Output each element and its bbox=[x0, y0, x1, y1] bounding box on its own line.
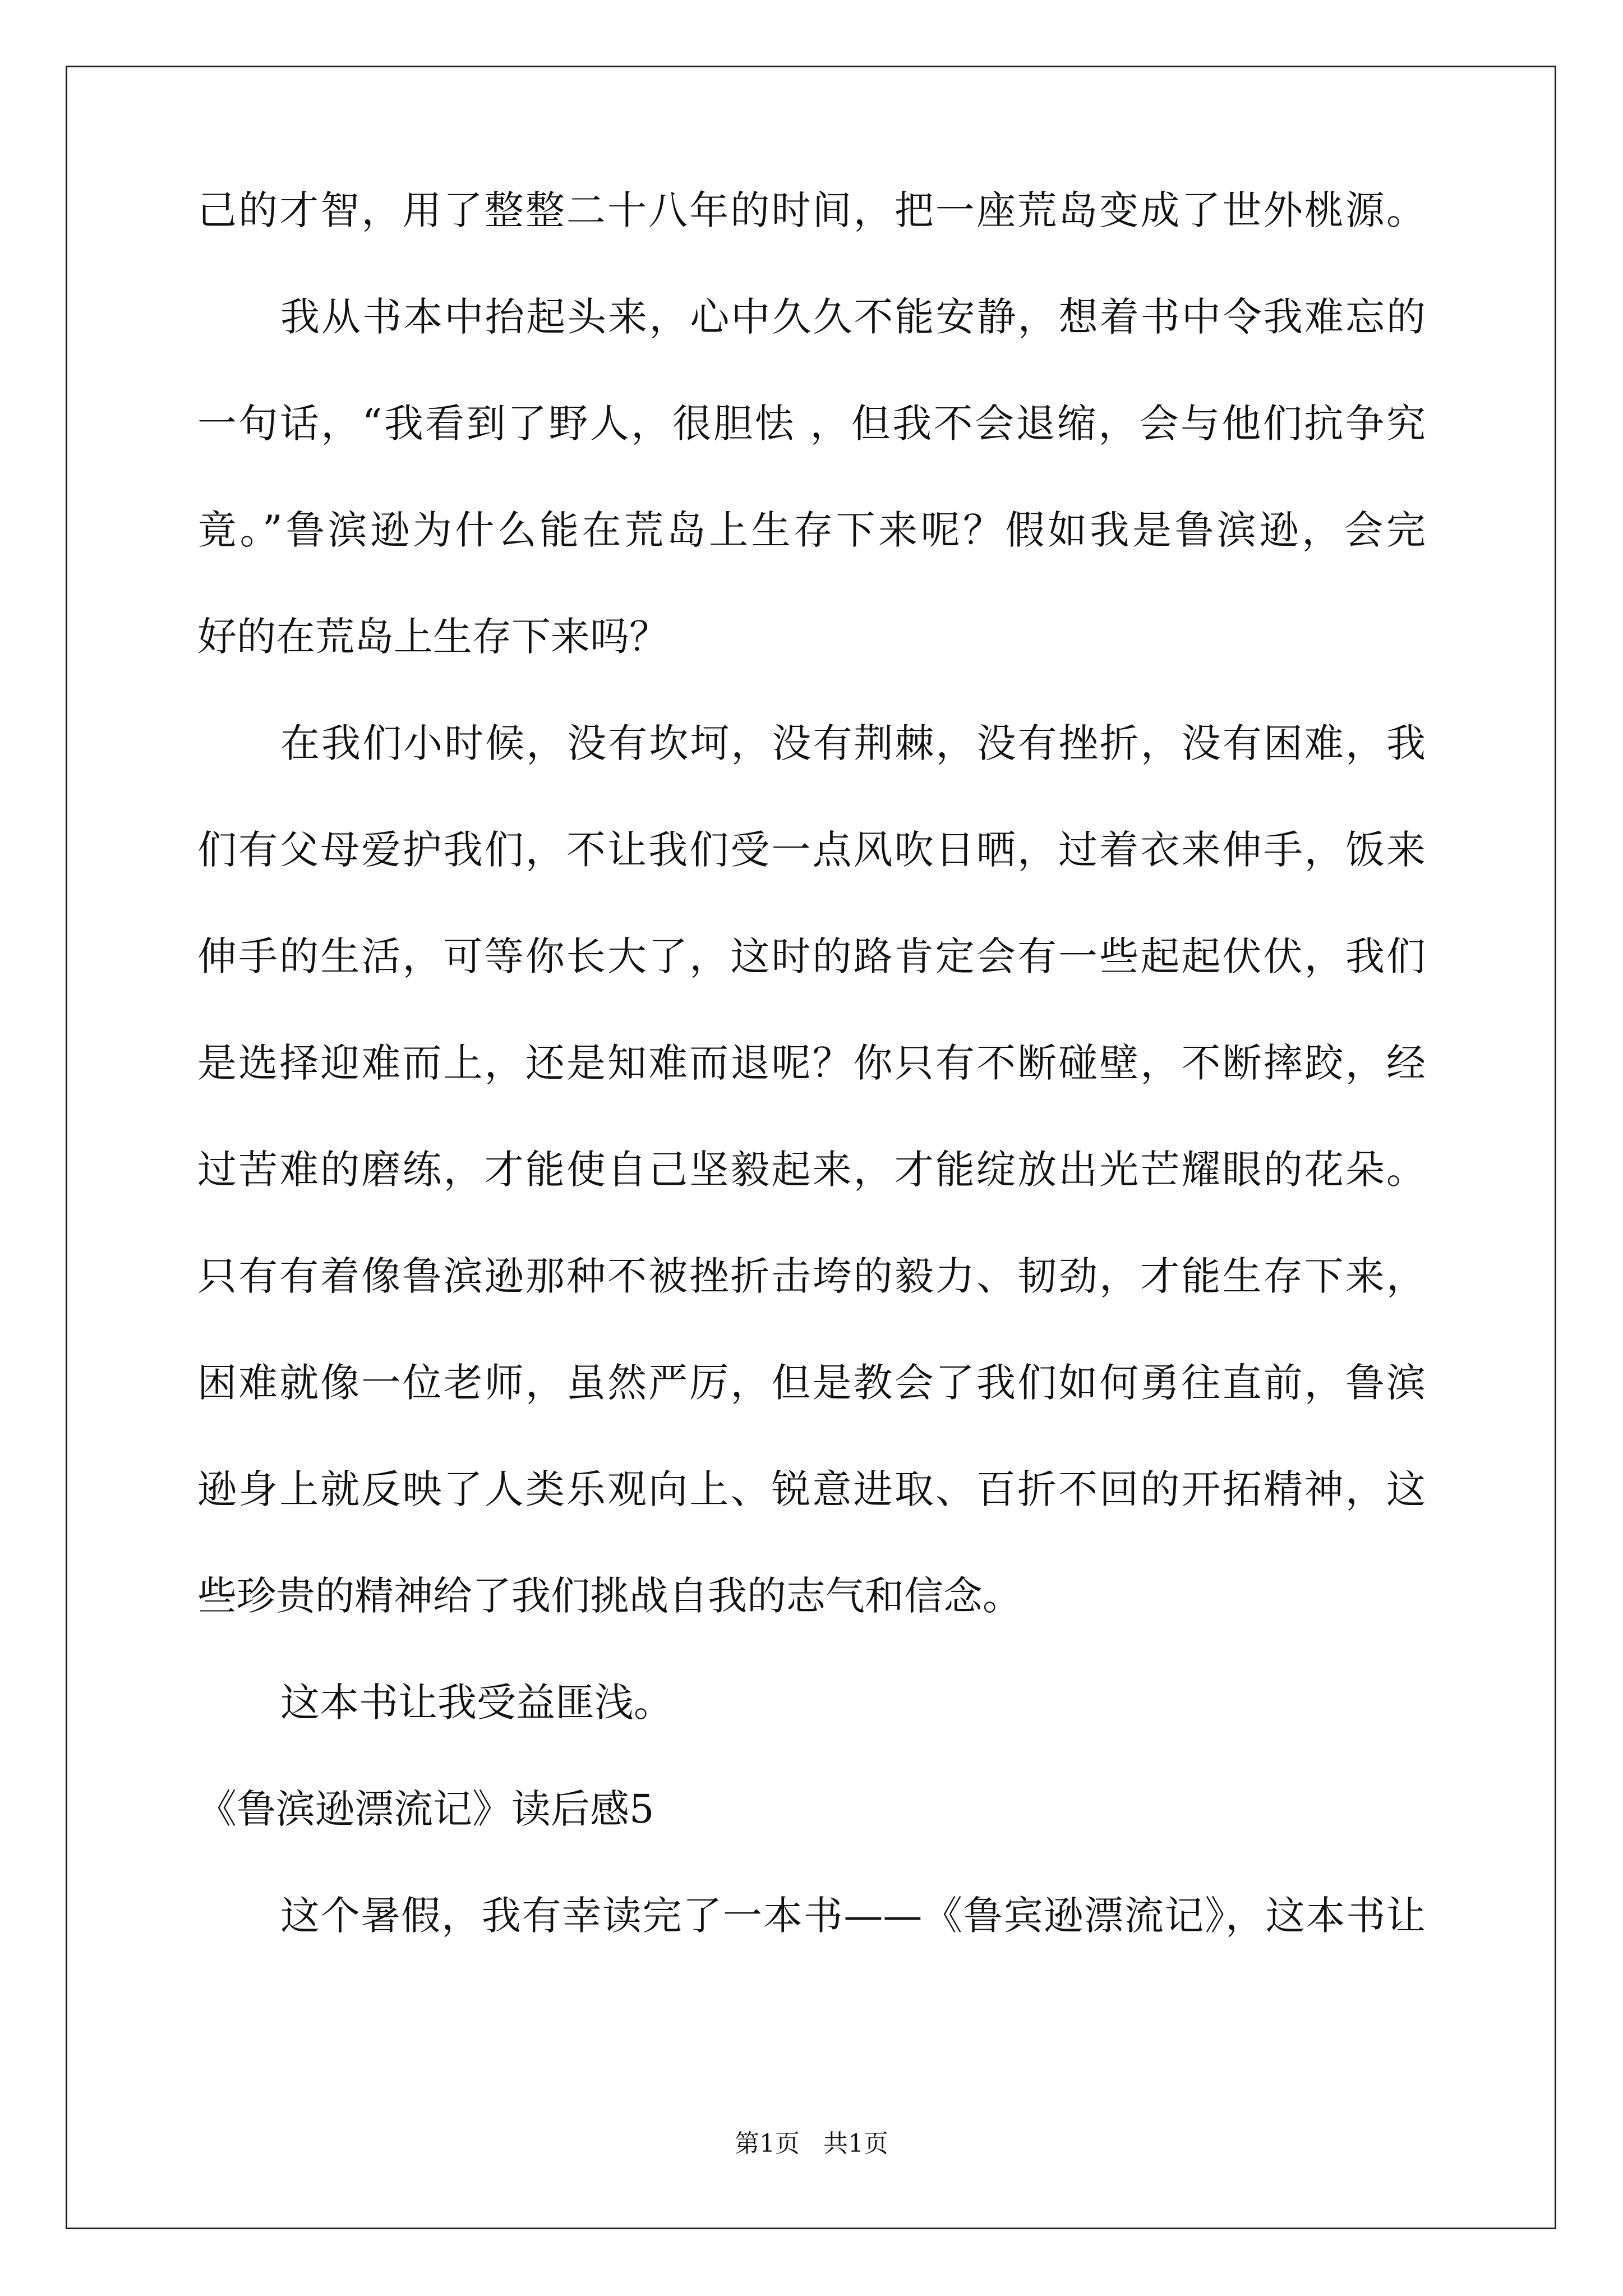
section-heading: 《鲁滨逊漂流记》读后感5 bbox=[197, 1786, 654, 1832]
text-line: 是选择迎难而上，还是知难而退呢？你只有不断碰壁，不断摔跤，经 bbox=[197, 1040, 1426, 1086]
text-line: 在我们小时候，没有坎坷，没有荆棘，没有挫折，没有困难，我 bbox=[280, 720, 1426, 766]
text-line: 我从书本中抬起头来，心中久久不能安静，想着书中令我难忘的 bbox=[280, 294, 1426, 340]
text-line: 些珍贵的精神给了我们挑战自我的志气和信念。 bbox=[197, 1573, 1022, 1619]
text-line: 好的在荒岛上生存下来吗？ bbox=[197, 614, 668, 660]
text-line: 过苦难的磨练，才能使自己坚毅起来，才能绽放出光芒耀眼的花朵。 bbox=[197, 1147, 1426, 1193]
text-line: 伸手的生活，可等你长大了，这时的路肯定会有一些起起伏伏，我们 bbox=[197, 933, 1426, 979]
text-line: 这本书让我受益匪浅。 bbox=[280, 1680, 673, 1726]
text-line: 只有有着像鲁滨逊那种不被挫折击垮的毅力、韧劲，才能生存下来， bbox=[197, 1253, 1426, 1299]
page-footer bbox=[0, 2129, 1623, 2158]
text-line: 逊身上就反映了人类乐观向上、锐意进取、百折不回的开拓精神，这 bbox=[197, 1466, 1426, 1512]
document-body bbox=[197, 187, 1426, 2003]
text-line: 这个暑假，我有幸读完了一本书——《鲁宾逊漂流记》，这本书让 bbox=[280, 1893, 1426, 1939]
text-line: 困难就像一位老师，虽然严厉，但是教会了我们如何勇往直前，鲁滨 bbox=[197, 1360, 1426, 1406]
page-number-label: 第1页 共1页 bbox=[735, 2129, 888, 2158]
text-line: 们有父母爱护我们，不让我们受一点风吹日晒，过着衣来伸手，饭来 bbox=[197, 827, 1426, 873]
text-line: 竟。”鲁滨逊为什么能在荒岛上生存下来呢？假如我是鲁滨逊，会完 bbox=[197, 507, 1426, 553]
text-line: 一句话，“我看到了野人，很胆怯 ，但我不会退缩，会与他们抗争究 bbox=[197, 401, 1426, 447]
text-line: 己的才智，用了整整二十八年的时间，把一座荒岛变成了世外桃源。 bbox=[197, 187, 1426, 233]
